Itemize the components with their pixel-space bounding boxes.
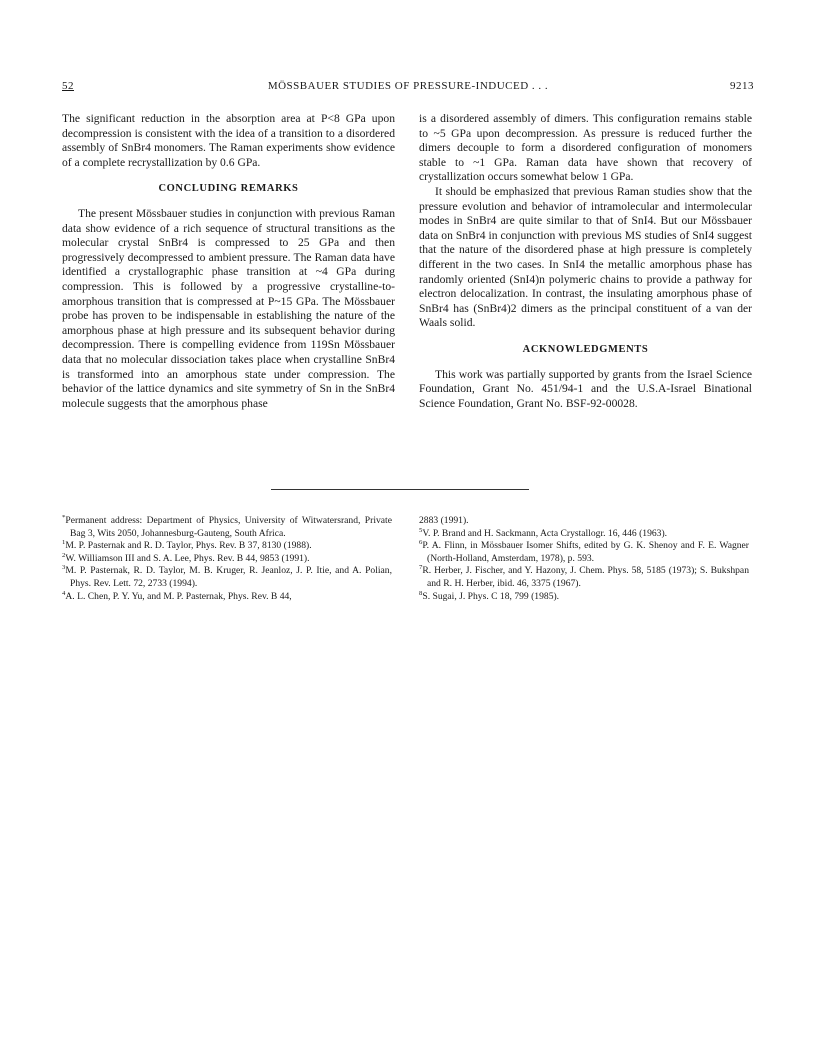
reference-item: $^3$M. P. Pasternak, R. D. Taylor, M. B. Kruger, R. Jeanloz, J. P. Itie, and A. Polian, Phys. Rev. Lett. 72, 2733 (1994). [62, 564, 392, 589]
running-header [62, 80, 754, 96]
paragraph-continued-right: is a disordered assembly of dimers. This configuration remains stable to ~5 GPa upon decompression. As pressure is reduced further the dimers decouple to form a disordered configuration of monomers stable to ~1 GPa. Raman data have shown that recovery of crystallization occurs somewhat below 1 GPa. [419, 112, 752, 184]
reference-item: $^1$M. P. Pasternak and R. D. Taylor, Phys. Rev. B 37, 8130 (1988). [62, 539, 312, 552]
references-right [419, 515, 749, 603]
volume-number: 9213 [730, 80, 754, 92]
references-left [62, 515, 392, 603]
right-column [419, 112, 752, 411]
reference-item: $^8$S. Sugai, J. Phys. C 18, 799 (1985). [419, 589, 560, 602]
page-number: 52 [62, 80, 74, 92]
paragraph-conclusion: The present Mössbauer studies in conjunction with previous Raman data show evidence of a rich sequence of structural transitions as the molecular crystal SnBr4 is compressed to 25 GPa and then progressively decompressed to ambient pressure. The Raman data have identified a crystallographic phase transition at ~4 GPa during compression. This is followed by a progressive crystalline-to-amorphous transition that is compressed at P~15 GPa. The Mössbauer probe has proven to be indispensable in establishing the nature of the amorphous phase at high pressure and its subsequent behavior during decompression. There is compelling evidence from 119Sn Mössbauer data that no molecular dissociation takes place when crystalline SnBr4 is transformed into an amorphous state under compression. The behavior of the lattice dynamics and site symmetry of Sn in the SnBr4 molecule suggests that the amorphous phase [62, 206, 395, 410]
reference-item: *Permanent address: Department of Physics, University of Witwatersrand, Private Bag 3, Wits 2050, Johannesburg-Gauteng, South Africa. [62, 513, 392, 539]
left-column [62, 112, 395, 411]
section-heading-concluding-remarks: CONCLUDING REMARKS [158, 183, 299, 195]
reference-item: $^4$A. L. Chen, P. Y. Yu, and M. P. Pasternak, Phys. Rev. B 44, [62, 589, 292, 602]
reference-item: $^6$P. A. Flinn, in Mössbauer Isomer Shifts, edited by G. K. Shenoy and F. E. Wagner (North-Holland, Amsterdam, 1978), p. 593. [419, 539, 749, 564]
reference-item: $^2$W. Williamson III and S. A. Lee, Phys. Rev. B 44, 9853 (1991). [62, 551, 310, 564]
footnote-divider [271, 489, 529, 490]
reference-item: 2883 (1991). [419, 515, 469, 526]
paragraph-acknowledgments: This work was partially supported by grants from the Israel Science Foundation, Grant No. 451/94-1 and the U.S.A-Israel Binational Science Foundation, Grant No. BSF-92-00028. [419, 367, 752, 410]
reference-item: $^5$V. P. Brand and H. Sackmann, Acta Crystallogr. 16, 446 (1963). [419, 526, 668, 539]
section-heading-acknowledgments: ACKNOWLEDGMENTS [522, 343, 649, 355]
reference-item: $^7$R. Herber, J. Fischer, and Y. Hazony, J. Chem. Phys. 58, 5185 (1973); S. Bukshpan and R. H. Herber, ibid. 46, 3375 (1967). [419, 564, 749, 589]
paragraph-emphasis: It should be emphasized that previous Raman studies show that the pressure evolution and behavior of intramolecular and intermolecular modes in SnBr4 are quite similar to that of SnI4. But our Mössbauer data on SnBr4 in conjunction with previous MS studies of SnI4 suggest that the nature of the disordered phase at high pressure is completely different in the two cases. In SnI4 the metallic amorphous phase has randomly oriented (SnI4)n polymeric chains to provide a pathway for electron delocalization. In contrast, the insulating amorphous phase of SnBr4 has (SnBr4)2 dimers as the principal constituent of a van der Waals solid. [419, 184, 752, 330]
running-title: MÖSSBAUER STUDIES OF PRESSURE-INDUCED . . . [267, 80, 549, 92]
paragraph-continued: The significant reduction in the absorption area at P<8 GPa upon decompression is consistent with the idea of a transition to a disordered assembly of SnBr4 monomers. The Raman experiments show evidence of a complete recrystallization by 0.6 GPa. [62, 112, 395, 169]
